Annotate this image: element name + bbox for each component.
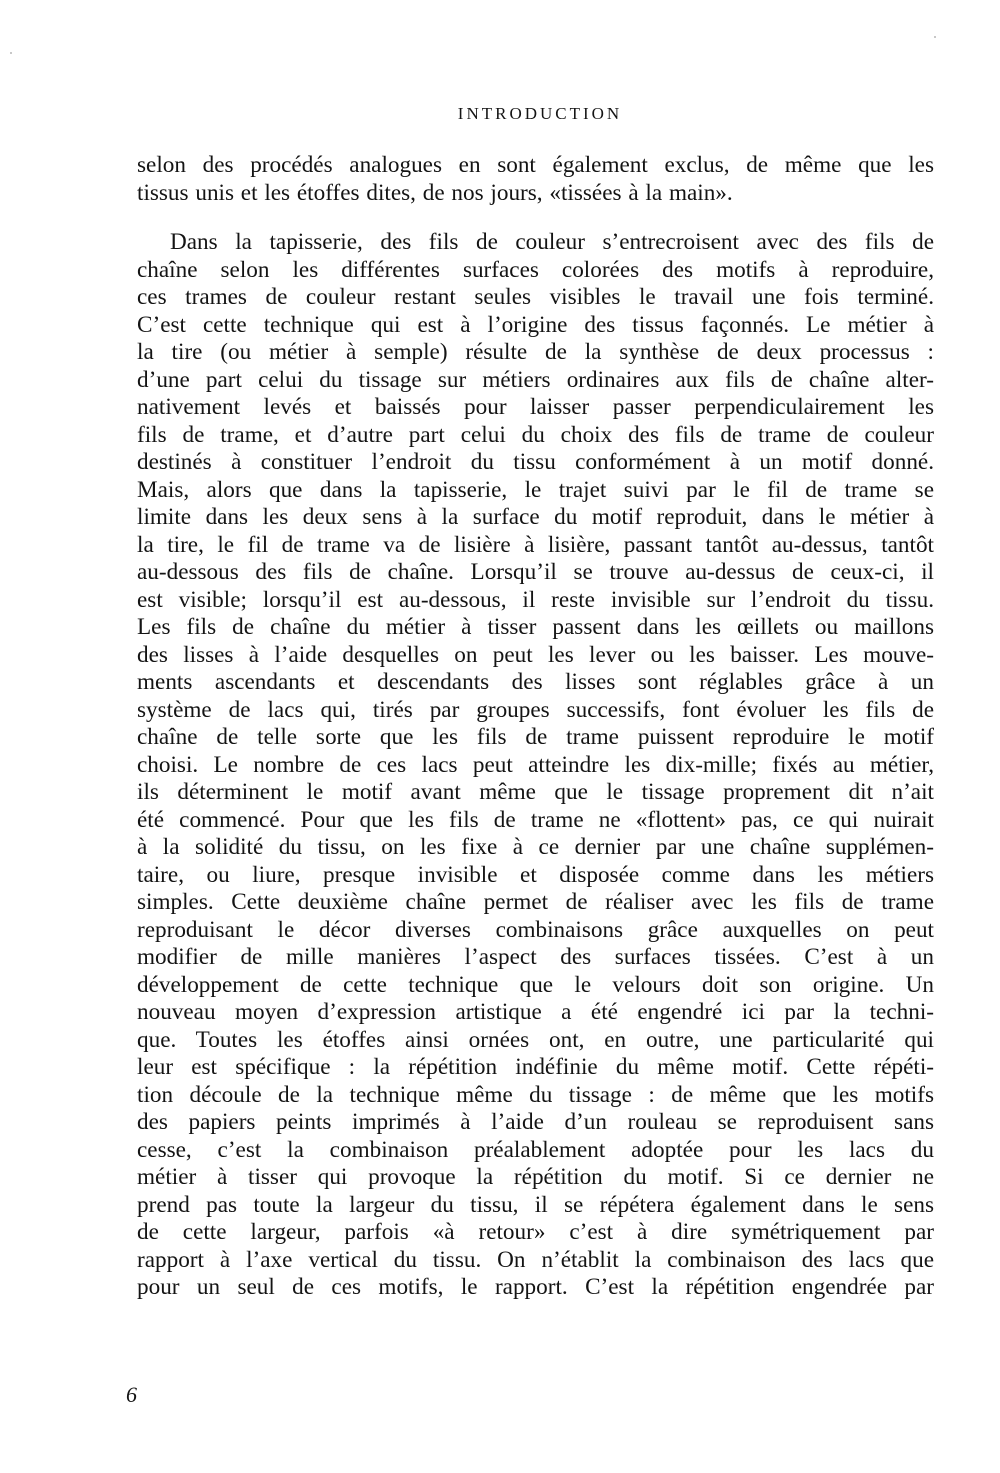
- text-line: que. Toutes les étoffes ainsi ornées ont, en outre, une particularité qui: [137, 1026, 934, 1053]
- text-line: à la solidité du tissu, on les fixe à ce dernier par une chaîne supplémen-: [137, 834, 934, 860]
- text-line: de cette largeur, parfois «à retour» c’est à dire symétriquement par: [137, 1219, 934, 1245]
- text-line: au-dessous des fils de chaîne. Lorsqu’il se trouve au-dessus de ceux-ci, il: [137, 559, 934, 585]
- text-line: métier à tisser qui provoque la répétition du motif. Si ce dernier ne: [137, 1164, 934, 1190]
- text-line: destinés à constituer l’endroit du tissu conformément à un motif donné.: [137, 449, 934, 475]
- body-text: [137, 152, 934, 1302]
- text-line: pour un seul de ces motifs, le rapport. C’est la répétition engendrée par: [137, 1274, 934, 1300]
- text-line: prend pas toute la largeur du tissu, il se répétera également dans le sens: [137, 1191, 934, 1218]
- text-line: la tire (ou métier à semple) résulte de la synthèse de deux processus :: [137, 339, 934, 365]
- text-line: Dans la tapisserie, des fils de couleur s’entrecroisent avec des fils de: [170, 229, 934, 255]
- scan-speck: [934, 36, 936, 38]
- text-line: nouveau moyen d’expression artistique a été engendré ici par la techni-: [137, 999, 934, 1025]
- text-line: d’une part celui du tissage sur métiers ordinaires aux fils de chaîne alter-: [137, 366, 934, 393]
- scan-speck: [10, 52, 12, 54]
- text-line: cesse, c’est la combinaison préalablement adoptée pour les lacs du: [137, 1136, 934, 1163]
- paragraph-2: [137, 229, 934, 1302]
- text-line: été commencé. Pour que les fils de trame ne «flottent» pas, ce qui nuirait: [137, 806, 934, 833]
- text-line: ments ascendants et descendants des lisses sont réglables grâce à un: [137, 669, 934, 695]
- text-line: simples. Cette deuxième chaîne permet de réaliser avec les fils de trame: [137, 889, 934, 915]
- text-line: tissus unis et les étoffes dites, de nos jours, «tissées à la main».: [137, 179, 733, 206]
- text-line: des papiers peints imprimés à l’aide d’un rouleau se reproduisent sans: [137, 1109, 934, 1135]
- text-line: modifier de mille manières l’aspect des surfaces tissées. C’est à un: [137, 944, 934, 970]
- text-line: Les fils de chaîne du métier à tisser passent dans les œillets ou maillons: [137, 614, 934, 640]
- text-line: des lisses à l’aide desquelles on peut les lever ou les baisser. Les mouve-: [137, 641, 934, 668]
- text-line: la tire, le fil de trame va de lisière à lisière, passant tantôt au-dessus, tantôt: [137, 531, 934, 558]
- text-line: chaîne selon les différentes surfaces colorées des motifs à reproduire,: [137, 256, 934, 283]
- text-line: leur est spécifique : la répétition indéfinie du même motif. Cette répéti-: [137, 1054, 934, 1080]
- text-line: C’est cette technique qui est à l’origine des tissus façonnés. Le métier à: [137, 311, 934, 338]
- paragraph-1: [137, 152, 934, 207]
- text-line: ces trames de couleur restant seules visibles le travail une fois terminé.: [137, 284, 934, 310]
- page-number: 6: [126, 1382, 137, 1407]
- running-head: INTRODUCTION: [457, 104, 623, 123]
- text-line: limite dans les deux sens à la surface du motif reproduit, dans le métier à: [137, 504, 934, 530]
- text-line: fils de trame, et d’autre part celui du choix des fils de trame de couleur: [137, 421, 934, 448]
- text-line: chaîne de telle sorte que les fils de trame puissent reproduire le motif: [137, 724, 934, 750]
- text-line: est visible; lorsqu’il est au-dessous, il reste invisible sur l’endroit du tissu.: [137, 586, 934, 613]
- text-line: choisi. Le nombre de ces lacs peut atteindre les dix-mille; fixés au métier,: [137, 751, 934, 778]
- text-line: développement de cette technique que le velours doit son origine. Un: [137, 971, 934, 998]
- text-line: tion découle de la technique même du tissage : de même que les motifs: [137, 1081, 934, 1108]
- text-line: rapport à l’axe vertical du tissu. On n’établit la combinaison des lacs que: [137, 1246, 934, 1273]
- text-line: ils déterminent le motif avant même que le tissage proprement dit n’ait: [137, 779, 934, 805]
- text-line: selon des procédés analogues en sont également exclus, de même que les: [137, 152, 934, 178]
- text-line: système de lacs qui, tirés par groupes successifs, font évoluer les fils de: [137, 696, 934, 723]
- text-line: Mais, alors que dans la tapisserie, le trajet suivi par le fil de trame se: [137, 476, 934, 503]
- text-line: taire, ou liure, presque invisible et disposée comme dans les métiers: [137, 861, 934, 888]
- paragraph-gap: [137, 207, 934, 229]
- text-line: reproduisant le décor diverses combinaisons grâce auxquelles on peut: [137, 916, 934, 943]
- text-line: nativement levés et baissés pour laisser passer perpendiculairement les: [137, 394, 934, 420]
